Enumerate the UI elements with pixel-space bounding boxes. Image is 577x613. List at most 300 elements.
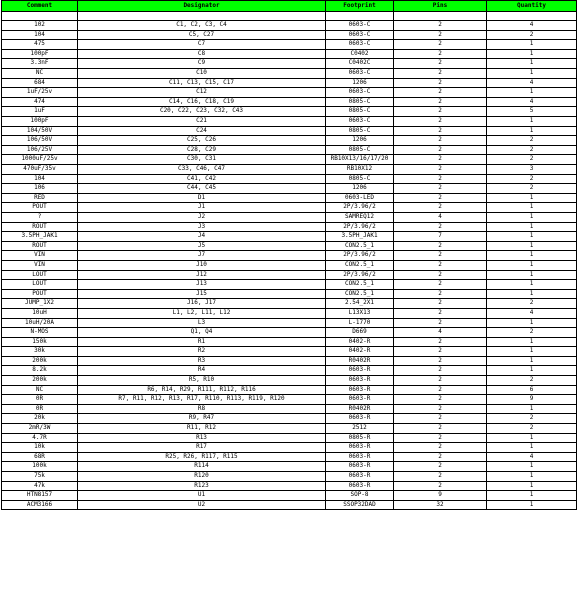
- cell-designator[interactable]: U2: [78, 500, 326, 510]
- cell-designator[interactable]: J1: [78, 203, 326, 213]
- cell-quantity[interactable]: 4: [487, 308, 577, 318]
- cell-pins[interactable]: 2: [394, 395, 487, 405]
- cell-footprint[interactable]: CON2.5_1: [326, 289, 394, 299]
- cell-footprint[interactable]: 0402-R: [326, 347, 394, 357]
- header-pins[interactable]: Pins: [394, 1, 487, 12]
- cell-pins[interactable]: 7: [394, 232, 487, 242]
- header-footprint[interactable]: Footprint: [326, 1, 394, 12]
- cell-pins[interactable]: 2: [394, 155, 487, 165]
- cell-quantity[interactable]: 1: [487, 280, 577, 290]
- cell-quantity[interactable]: 1: [487, 40, 577, 50]
- table-row[interactable]: [2, 184, 577, 194]
- cell-footprint[interactable]: 0603-R: [326, 385, 394, 395]
- cell-pins[interactable]: 2: [394, 193, 487, 203]
- cell-designator[interactable]: J13: [78, 280, 326, 290]
- cell-footprint[interactable]: R0402R: [326, 356, 394, 366]
- cell-comment[interactable]: 4.7R: [2, 433, 78, 443]
- cell-pins[interactable]: 2: [394, 40, 487, 50]
- cell-pins[interactable]: 2: [394, 21, 487, 31]
- cell-quantity[interactable]: 2: [487, 424, 577, 434]
- cell-quantity[interactable]: 5: [487, 107, 577, 117]
- cell-quantity[interactable]: 1: [487, 270, 577, 280]
- table-row[interactable]: [2, 385, 577, 395]
- cell-quantity[interactable]: 1: [487, 366, 577, 376]
- cell-quantity[interactable]: 1: [487, 241, 577, 251]
- cell-pins[interactable]: 2: [394, 347, 487, 357]
- cell-pins[interactable]: 4: [394, 212, 487, 222]
- cell-quantity[interactable]: 1: [487, 260, 577, 270]
- cell-quantity[interactable]: 9: [487, 395, 577, 405]
- cell-pins[interactable]: 2: [394, 356, 487, 366]
- cell-designator[interactable]: R7, R11, R12, R13, R17, R110, R113, R119, R120: [78, 395, 326, 405]
- cell-quantity[interactable]: 1: [487, 337, 577, 347]
- cell-quantity[interactable]: 2: [487, 145, 577, 155]
- cell-footprint[interactable]: 0805-R: [326, 433, 394, 443]
- cell-footprint[interactable]: 0603-C: [326, 88, 394, 98]
- cell-pins[interactable]: 2: [394, 299, 487, 309]
- table-row[interactable]: [2, 30, 577, 40]
- cell-quantity[interactable]: 2: [487, 30, 577, 40]
- cell-footprint[interactable]: SAMREQ12: [326, 212, 394, 222]
- cell-designator[interactable]: L3: [78, 318, 326, 328]
- cell-designator[interactable]: R5, R10: [78, 376, 326, 386]
- cell-comment[interactable]: 102: [2, 21, 78, 31]
- table-row[interactable]: [2, 356, 577, 366]
- cell-comment[interactable]: NC: [2, 385, 78, 395]
- cell-quantity[interactable]: 2: [487, 155, 577, 165]
- cell-footprint[interactable]: 2P/3.96/2: [326, 270, 394, 280]
- cell-comment[interactable]: 8.2k: [2, 366, 78, 376]
- table-row[interactable]: [2, 424, 577, 434]
- table-row[interactable]: [2, 21, 577, 31]
- cell-designator[interactable]: J16, J17: [78, 299, 326, 309]
- header-designator[interactable]: Designator: [78, 1, 326, 12]
- cell-comment[interactable]: JUMP_1X2: [2, 299, 78, 309]
- cell-quantity[interactable]: 6: [487, 385, 577, 395]
- cell-footprint[interactable]: 0603-R: [326, 472, 394, 482]
- cell-pins[interactable]: 2: [394, 404, 487, 414]
- cell-footprint[interactable]: 0603-R: [326, 452, 394, 462]
- cell-pins[interactable]: 2: [394, 184, 487, 194]
- cell-quantity[interactable]: 1: [487, 59, 577, 69]
- cell-designator[interactable]: J12: [78, 270, 326, 280]
- table-row[interactable]: [2, 203, 577, 213]
- cell-pins[interactable]: 2: [394, 289, 487, 299]
- cell-comment[interactable]: 200k: [2, 356, 78, 366]
- cell-pins[interactable]: 2: [394, 145, 487, 155]
- cell-pins[interactable]: 2: [394, 49, 487, 59]
- cell-comment[interactable]: VIN: [2, 251, 78, 261]
- cell-pins[interactable]: 2: [394, 260, 487, 270]
- cell-footprint[interactable]: 2.54_2X1: [326, 299, 394, 309]
- cell-comment[interactable]: 106: [2, 184, 78, 194]
- cell-footprint[interactable]: [326, 11, 394, 21]
- table-row[interactable]: [2, 347, 577, 357]
- cell-pins[interactable]: 2: [394, 308, 487, 318]
- cell-pins[interactable]: 2: [394, 414, 487, 424]
- table-row[interactable]: [2, 491, 577, 501]
- cell-quantity[interactable]: 1: [487, 472, 577, 482]
- cell-designator[interactable]: C30, C31: [78, 155, 326, 165]
- cell-comment[interactable]: 106/50V: [2, 136, 78, 146]
- cell-footprint[interactable]: CON2.5_1: [326, 280, 394, 290]
- cell-comment[interactable]: 100k: [2, 462, 78, 472]
- cell-pins[interactable]: 2: [394, 366, 487, 376]
- table-row[interactable]: [2, 232, 577, 242]
- cell-designator[interactable]: C20, C22, C23, C32, C43: [78, 107, 326, 117]
- table-row[interactable]: [2, 376, 577, 386]
- cell-quantity[interactable]: 1: [487, 318, 577, 328]
- cell-designator[interactable]: R9, R47: [78, 414, 326, 424]
- cell-pins[interactable]: 2: [394, 251, 487, 261]
- cell-quantity[interactable]: 2: [487, 376, 577, 386]
- cell-footprint[interactable]: SSOP32DAD: [326, 500, 394, 510]
- cell-footprint[interactable]: 1206: [326, 136, 394, 146]
- cell-pins[interactable]: 9: [394, 491, 487, 501]
- cell-comment[interactable]: ?: [2, 212, 78, 222]
- cell-footprint[interactable]: 0603-C: [326, 30, 394, 40]
- cell-quantity[interactable]: 2: [487, 414, 577, 424]
- cell-pins[interactable]: 2: [394, 241, 487, 251]
- table-row[interactable]: [2, 433, 577, 443]
- table-row[interactable]: [2, 145, 577, 155]
- cell-pins[interactable]: 2: [394, 337, 487, 347]
- cell-comment[interactable]: 30k: [2, 347, 78, 357]
- cell-quantity[interactable]: 1: [487, 49, 577, 59]
- cell-pins[interactable]: 2: [394, 462, 487, 472]
- cell-comment[interactable]: 3.5PH_JAK1: [2, 232, 78, 242]
- cell-designator[interactable]: Q1, Q4: [78, 328, 326, 338]
- cell-comment[interactable]: 100pF: [2, 117, 78, 127]
- cell-quantity[interactable]: 4: [487, 97, 577, 107]
- cell-comment[interactable]: 100pF: [2, 49, 78, 59]
- cell-comment[interactable]: 68R: [2, 452, 78, 462]
- cell-comment[interactable]: 200k: [2, 376, 78, 386]
- cell-designator[interactable]: C10: [78, 69, 326, 79]
- cell-designator[interactable]: R6, R14, R29, R111, R112, R116: [78, 385, 326, 395]
- cell-footprint[interactable]: 0402-R: [326, 337, 394, 347]
- cell-footprint[interactable]: R0402R: [326, 404, 394, 414]
- table-row[interactable]: [2, 222, 577, 232]
- header-quantity[interactable]: Quantity: [487, 1, 577, 12]
- table-row[interactable]: [2, 260, 577, 270]
- cell-pins[interactable]: 2: [394, 270, 487, 280]
- cell-footprint[interactable]: RB10X12: [326, 165, 394, 175]
- cell-quantity[interactable]: 1: [487, 117, 577, 127]
- cell-pins[interactable]: 2: [394, 424, 487, 434]
- table-row[interactable]: [2, 404, 577, 414]
- cell-pins[interactable]: 2: [394, 443, 487, 453]
- cell-footprint[interactable]: 0603-R: [326, 395, 394, 405]
- cell-designator[interactable]: J15: [78, 289, 326, 299]
- cell-pins[interactable]: 2: [394, 78, 487, 88]
- cell-designator[interactable]: L1, L2, L11, L12: [78, 308, 326, 318]
- cell-designator[interactable]: J2: [78, 212, 326, 222]
- table-row[interactable]: [2, 328, 577, 338]
- table-row[interactable]: [2, 270, 577, 280]
- cell-comment[interactable]: 1uF: [2, 107, 78, 117]
- cell-footprint[interactable]: 0603-C: [326, 40, 394, 50]
- table-row[interactable]: [2, 126, 577, 136]
- table-row[interactable]: [2, 251, 577, 261]
- cell-footprint[interactable]: 2512: [326, 424, 394, 434]
- table-row[interactable]: [2, 308, 577, 318]
- cell-comment[interactable]: 2mR/3W: [2, 424, 78, 434]
- cell-footprint[interactable]: 0603-C: [326, 21, 394, 31]
- cell-pins[interactable]: 2: [394, 376, 487, 386]
- table-row[interactable]: [2, 11, 577, 21]
- table-row[interactable]: [2, 395, 577, 405]
- cell-quantity[interactable]: 1: [487, 88, 577, 98]
- table-row[interactable]: [2, 280, 577, 290]
- cell-footprint[interactable]: 0603-R: [326, 443, 394, 453]
- table-row[interactable]: [2, 481, 577, 491]
- cell-comment[interactable]: POUT: [2, 203, 78, 213]
- cell-comment[interactable]: 104: [2, 30, 78, 40]
- cell-pins[interactable]: 2: [394, 59, 487, 69]
- cell-quantity[interactable]: 4: [487, 452, 577, 462]
- cell-comment[interactable]: 1uF/25v: [2, 88, 78, 98]
- cell-comment[interactable]: POUT: [2, 289, 78, 299]
- cell-quantity[interactable]: 1: [487, 433, 577, 443]
- cell-footprint[interactable]: 2P/3.96/2: [326, 203, 394, 213]
- cell-footprint[interactable]: 2P/3.96/2: [326, 251, 394, 261]
- cell-footprint[interactable]: L-1770: [326, 318, 394, 328]
- cell-designator[interactable]: R8: [78, 404, 326, 414]
- cell-pins[interactable]: 2: [394, 481, 487, 491]
- cell-footprint[interactable]: 0603-C: [326, 117, 394, 127]
- cell-designator[interactable]: C33, C46, C47: [78, 165, 326, 175]
- table-row[interactable]: [2, 452, 577, 462]
- cell-designator[interactable]: R114: [78, 462, 326, 472]
- cell-comment[interactable]: 150k: [2, 337, 78, 347]
- table-row[interactable]: [2, 500, 577, 510]
- cell-quantity[interactable]: 2: [487, 299, 577, 309]
- table-row[interactable]: [2, 40, 577, 50]
- cell-footprint[interactable]: L13X13: [326, 308, 394, 318]
- table-row[interactable]: [2, 414, 577, 424]
- cell-comment[interactable]: 10uH/20A: [2, 318, 78, 328]
- cell-designator[interactable]: C24: [78, 126, 326, 136]
- cell-footprint[interactable]: RB10X13/16/17/20: [326, 155, 394, 165]
- cell-comment[interactable]: LOUT: [2, 280, 78, 290]
- cell-quantity[interactable]: 2: [487, 184, 577, 194]
- cell-quantity[interactable]: 1: [487, 491, 577, 501]
- cell-designator[interactable]: U1: [78, 491, 326, 501]
- cell-footprint[interactable]: 0805-C: [326, 97, 394, 107]
- cell-footprint[interactable]: D669: [326, 328, 394, 338]
- cell-designator[interactable]: J3: [78, 222, 326, 232]
- cell-comment[interactable]: N-MOS: [2, 328, 78, 338]
- cell-comment[interactable]: HTN8157: [2, 491, 78, 501]
- table-row[interactable]: [2, 107, 577, 117]
- table-row[interactable]: [2, 462, 577, 472]
- cell-pins[interactable]: 2: [394, 136, 487, 146]
- cell-comment[interactable]: 10uH: [2, 308, 78, 318]
- cell-comment[interactable]: ACM3166: [2, 500, 78, 510]
- cell-pins[interactable]: 2: [394, 88, 487, 98]
- cell-comment[interactable]: 75k: [2, 472, 78, 482]
- cell-quantity[interactable]: 1: [487, 356, 577, 366]
- table-row[interactable]: [2, 443, 577, 453]
- cell-pins[interactable]: 2: [394, 472, 487, 482]
- cell-pins[interactable]: 2: [394, 165, 487, 175]
- table-row[interactable]: [2, 241, 577, 251]
- cell-footprint[interactable]: 2P/3.96/2: [326, 222, 394, 232]
- cell-quantity[interactable]: 2: [487, 328, 577, 338]
- table-row[interactable]: [2, 289, 577, 299]
- table-row[interactable]: [2, 155, 577, 165]
- cell-pins[interactable]: 2: [394, 433, 487, 443]
- cell-quantity[interactable]: 1: [487, 347, 577, 357]
- cell-comment[interactable]: VIN: [2, 260, 78, 270]
- cell-footprint[interactable]: 0603-R: [326, 366, 394, 376]
- cell-designator[interactable]: C21: [78, 117, 326, 127]
- table-row[interactable]: [2, 174, 577, 184]
- cell-quantity[interactable]: 1: [487, 289, 577, 299]
- cell-designator[interactable]: C14, C16, C18, C19: [78, 97, 326, 107]
- cell-quantity[interactable]: 1: [487, 404, 577, 414]
- cell-designator[interactable]: C1, C2, C3, C4: [78, 21, 326, 31]
- cell-quantity[interactable]: 1: [487, 481, 577, 491]
- cell-footprint[interactable]: C0402C: [326, 59, 394, 69]
- cell-footprint[interactable]: 1206: [326, 184, 394, 194]
- cell-designator[interactable]: R1: [78, 337, 326, 347]
- cell-comment[interactable]: 470uF/35v: [2, 165, 78, 175]
- header-comment[interactable]: Comment: [2, 1, 78, 12]
- cell-comment[interactable]: 475: [2, 40, 78, 50]
- cell-designator[interactable]: R11, R12: [78, 424, 326, 434]
- cell-pins[interactable]: 2: [394, 97, 487, 107]
- cell-pins[interactable]: 2: [394, 385, 487, 395]
- cell-quantity[interactable]: 1: [487, 443, 577, 453]
- cell-comment[interactable]: 1000uF/25v: [2, 155, 78, 165]
- cell-footprint[interactable]: 0603-R: [326, 376, 394, 386]
- cell-comment[interactable]: 3.3nF: [2, 59, 78, 69]
- cell-designator[interactable]: J7: [78, 251, 326, 261]
- cell-designator[interactable]: R4: [78, 366, 326, 376]
- cell-comment[interactable]: 47k: [2, 481, 78, 491]
- cell-designator[interactable]: R13: [78, 433, 326, 443]
- cell-designator[interactable]: [78, 11, 326, 21]
- cell-footprint[interactable]: 0805-C: [326, 145, 394, 155]
- cell-footprint[interactable]: 0805-C: [326, 126, 394, 136]
- cell-designator[interactable]: C44, C45: [78, 184, 326, 194]
- cell-footprint[interactable]: 1206: [326, 78, 394, 88]
- table-row[interactable]: [2, 472, 577, 482]
- cell-footprint[interactable]: 3.5PH_JAK1: [326, 232, 394, 242]
- cell-footprint[interactable]: 0603-R: [326, 414, 394, 424]
- cell-quantity[interactable]: [487, 11, 577, 21]
- cell-designator[interactable]: J10: [78, 260, 326, 270]
- table-row[interactable]: [2, 318, 577, 328]
- cell-quantity[interactable]: 1: [487, 69, 577, 79]
- table-row[interactable]: [2, 193, 577, 203]
- cell-pins[interactable]: 32: [394, 500, 487, 510]
- cell-pins[interactable]: 2: [394, 69, 487, 79]
- cell-pins[interactable]: 2: [394, 174, 487, 184]
- table-row[interactable]: [2, 49, 577, 59]
- cell-footprint[interactable]: CON2.5_1: [326, 241, 394, 251]
- cell-footprint[interactable]: 0603-R: [326, 462, 394, 472]
- cell-quantity[interactable]: 1: [487, 193, 577, 203]
- cell-designator[interactable]: R120: [78, 472, 326, 482]
- table-row[interactable]: [2, 117, 577, 127]
- table-row[interactable]: [2, 69, 577, 79]
- cell-designator[interactable]: C12: [78, 88, 326, 98]
- table-row[interactable]: [2, 366, 577, 376]
- cell-designator[interactable]: R17: [78, 443, 326, 453]
- cell-designator[interactable]: C11, C13, C15, C17: [78, 78, 326, 88]
- table-row[interactable]: [2, 78, 577, 88]
- cell-designator[interactable]: J4: [78, 232, 326, 242]
- cell-comment[interactable]: 20k: [2, 414, 78, 424]
- cell-comment[interactable]: LOUT: [2, 270, 78, 280]
- cell-footprint[interactable]: 0805-C: [326, 174, 394, 184]
- cell-designator[interactable]: C25, C26: [78, 136, 326, 146]
- cell-quantity[interactable]: 2: [487, 174, 577, 184]
- cell-designator[interactable]: C9: [78, 59, 326, 69]
- cell-comment[interactable]: ROUT: [2, 222, 78, 232]
- cell-designator[interactable]: C5, C27: [78, 30, 326, 40]
- cell-pins[interactable]: 2: [394, 30, 487, 40]
- cell-pins[interactable]: 2: [394, 222, 487, 232]
- cell-footprint[interactable]: 0603-C: [326, 69, 394, 79]
- cell-comment[interactable]: RED: [2, 193, 78, 203]
- cell-designator[interactable]: R3: [78, 356, 326, 366]
- cell-pins[interactable]: 2: [394, 280, 487, 290]
- cell-comment[interactable]: NC: [2, 69, 78, 79]
- table-row[interactable]: [2, 337, 577, 347]
- cell-pins[interactable]: 2: [394, 318, 487, 328]
- cell-pins[interactable]: 4: [394, 328, 487, 338]
- cell-footprint[interactable]: C0402: [326, 49, 394, 59]
- cell-pins[interactable]: 2: [394, 107, 487, 117]
- cell-comment[interactable]: 0R: [2, 395, 78, 405]
- cell-designator[interactable]: J5: [78, 241, 326, 251]
- table-row[interactable]: [2, 212, 577, 222]
- cell-comment[interactable]: ROUT: [2, 241, 78, 251]
- cell-designator[interactable]: C28, C29: [78, 145, 326, 155]
- cell-quantity[interactable]: 2: [487, 136, 577, 146]
- table-row[interactable]: [2, 136, 577, 146]
- table-row[interactable]: [2, 97, 577, 107]
- cell-quantity[interactable]: 1: [487, 222, 577, 232]
- cell-designator[interactable]: C41, C42: [78, 174, 326, 184]
- cell-pins[interactable]: 2: [394, 126, 487, 136]
- cell-pins[interactable]: 2: [394, 452, 487, 462]
- cell-designator[interactable]: R2: [78, 347, 326, 357]
- cell-comment[interactable]: 474: [2, 97, 78, 107]
- cell-pins[interactable]: 2: [394, 203, 487, 213]
- cell-footprint[interactable]: 0603-R: [326, 481, 394, 491]
- cell-quantity[interactable]: 4: [487, 21, 577, 31]
- cell-quantity[interactable]: 3: [487, 165, 577, 175]
- cell-comment[interactable]: 0R: [2, 404, 78, 414]
- cell-comment[interactable]: 104/50V: [2, 126, 78, 136]
- table-row[interactable]: [2, 299, 577, 309]
- cell-designator[interactable]: C8: [78, 49, 326, 59]
- cell-footprint[interactable]: 0805-C: [326, 107, 394, 117]
- cell-designator[interactable]: C7: [78, 40, 326, 50]
- cell-quantity[interactable]: 1: [487, 462, 577, 472]
- cell-comment[interactable]: 684: [2, 78, 78, 88]
- cell-comment[interactable]: 106/25V: [2, 145, 78, 155]
- cell-quantity[interactable]: 1: [487, 232, 577, 242]
- cell-comment[interactable]: [2, 11, 78, 21]
- cell-quantity[interactable]: 1: [487, 251, 577, 261]
- cell-footprint[interactable]: CON2.5_1: [326, 260, 394, 270]
